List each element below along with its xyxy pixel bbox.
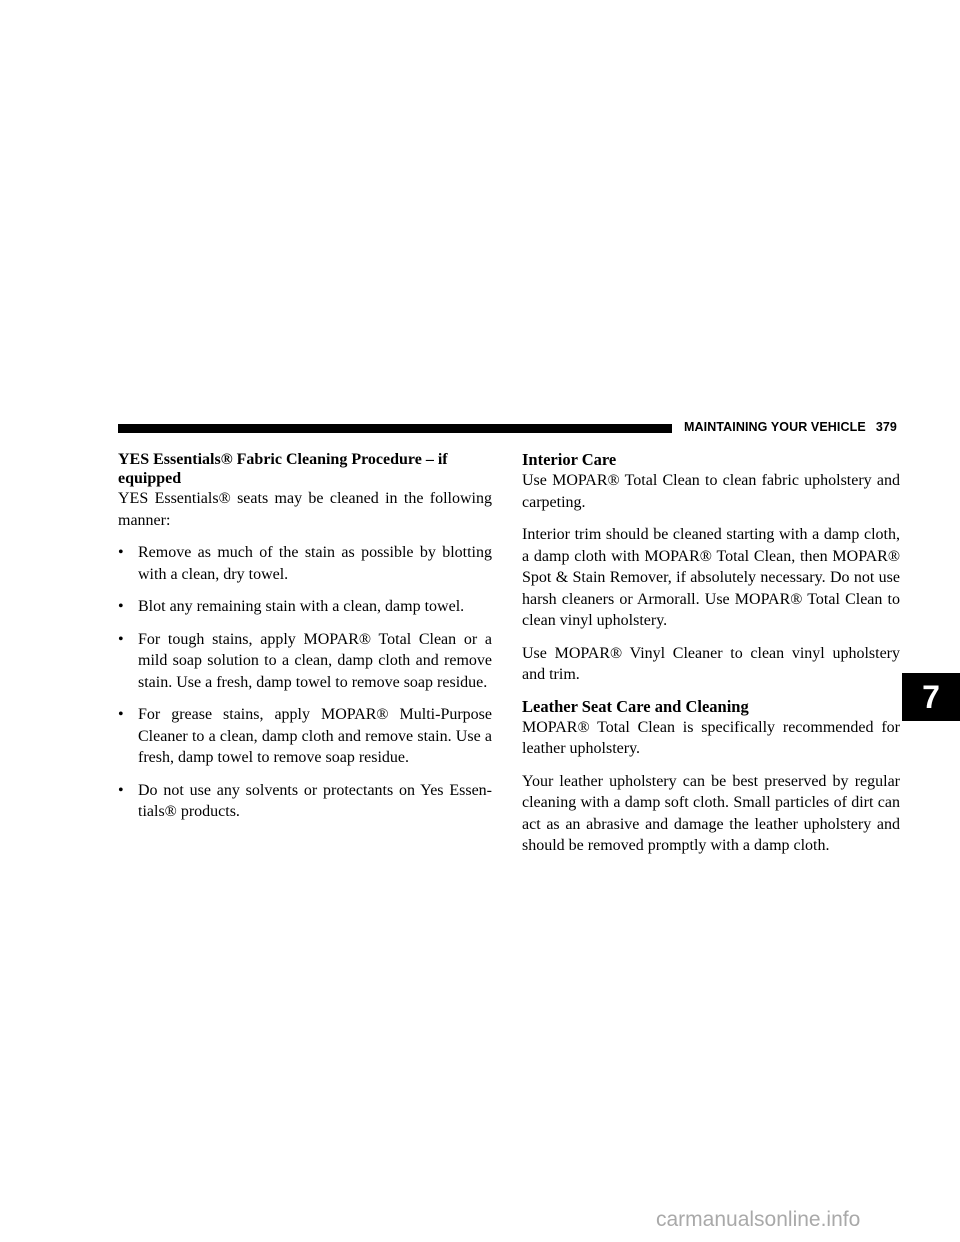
chapter-tab: 7 [902, 673, 960, 721]
fabric-cleaning-heading: YES Essentials® Fabric Cleaning Procedure – if equipped [118, 451, 448, 487]
header-rule [118, 424, 672, 433]
bullet-icon: • [118, 781, 124, 799]
bullet-icon: • [118, 544, 124, 561]
interior-care-paragraph-2: Interior trim should be cleaned starting with a damp cloth, a damp cloth with MOPAR® Total Clean, then MOPAR® Spot & Stain Remover, if absolutely necessary. Do not use harsh cleaners or Armorall. Use MOPAR® Total Clean to clean vinyl upholstery. [522, 526, 900, 629]
list-item: • Blot any remaining stain with a clean, damp towel. [118, 596, 492, 618]
leather-care-heading: Leather Seat Care and Cleaning [522, 696, 749, 716]
interior-care-heading: Interior Care [522, 450, 617, 469]
fabric-cleaning-steps [118, 542, 492, 823]
bullet-icon: • [118, 630, 124, 648]
list-item: • For tough stains, apply MOPAR® Total Clean or a mild soap solution to a clean, damp cloth and remove stain. Use a fresh, damp towel to remove soap residue. [118, 630, 492, 691]
running-header [684, 420, 897, 434]
list-item: • Do not use any solvents or protectants on Yes Essen-tials® products. [118, 781, 492, 820]
bullet-icon: • [118, 598, 124, 615]
fabric-cleaning-intro: YES Essentials® seats may be cleaned in the following manner: [118, 490, 492, 529]
right-column [522, 450, 900, 868]
list-item: • Remove as much of the stain as possible by blotting with a clean, dry towel. [118, 544, 492, 583]
bullet-icon: • [118, 706, 124, 723]
interior-care-paragraph-1: Use MOPAR® Total Clean to clean fabric upholstery and carpeting. [522, 472, 900, 511]
left-column [118, 450, 492, 834]
page-number: 379 [875, 420, 897, 434]
leather-care-paragraph-1: MOPAR® Total Clean is specifically recommended for leather upholstery. [522, 718, 900, 757]
interior-care-paragraph-3: Use MOPAR® Vinyl Cleaner to clean vinyl upholstery and trim. [522, 644, 900, 683]
list-item: • For grease stains, apply MOPAR® Multi-Purpose Cleaner to a clean, damp cloth and remove stain. Use a fresh, damp towel to remove soap residue. [118, 706, 492, 766]
section-title: MAINTAINING YOUR VEHICLE [684, 420, 866, 434]
leather-care-paragraph-2: Your leather upholstery can be best preserved by regular cleaning with a damp soft cloth. Small particles of dirt can act as an abrasive and damage the leather upholstery and should be removed promptly with a damp cloth. [522, 772, 900, 854]
watermark: carmanualsonline.info [656, 1208, 861, 1231]
